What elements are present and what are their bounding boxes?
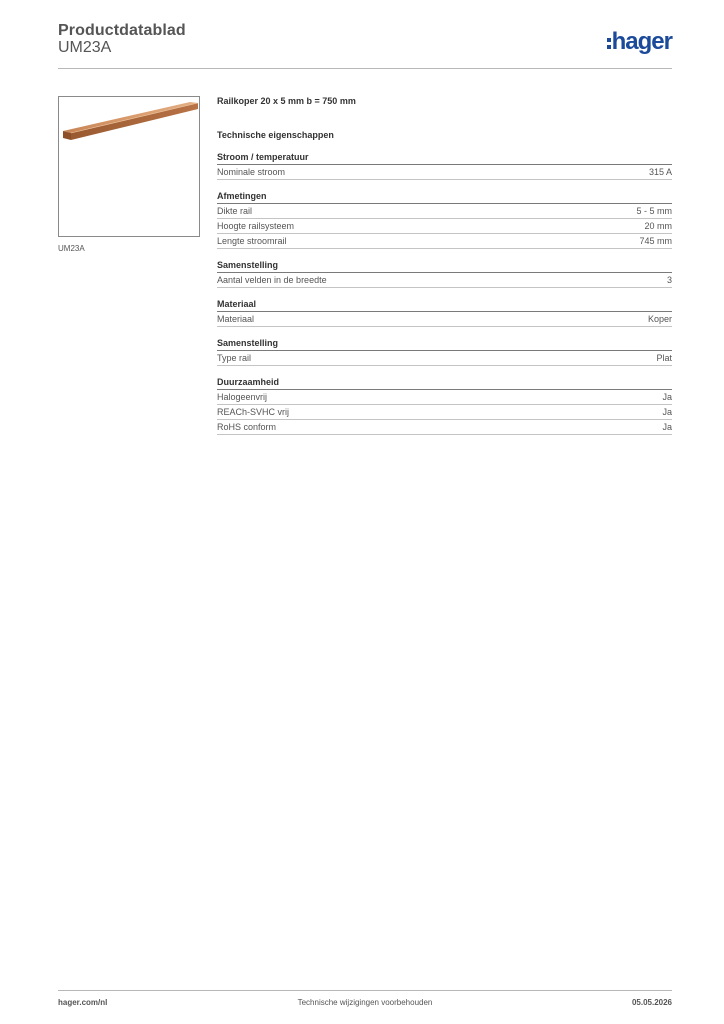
spec-row: [217, 219, 672, 234]
technical-heading: Technische eigenschappen: [217, 130, 334, 140]
spec-value: 745 mm: [639, 236, 672, 246]
section-title: Samenstelling: [217, 337, 672, 351]
spec-label: Nominale stroom: [217, 167, 286, 177]
spec-value: Koper: [647, 314, 672, 324]
spec-value: 5 - 5 mm: [636, 206, 672, 216]
spec-label: REACh-SVHC vrij: [217, 407, 290, 417]
spec-label: RoHS conform: [217, 422, 277, 432]
spec-label: Halogeenvrij: [217, 392, 268, 402]
product-name: Railkoper 20 x 5 mm b = 750 mm: [217, 96, 356, 106]
spec-label: Type rail: [217, 353, 252, 363]
spec-section: [217, 376, 672, 435]
page-header: [58, 20, 672, 68]
section-title: Duurzaamheid: [217, 376, 672, 390]
spec-label: Aantal velden in de breedte: [217, 275, 327, 285]
product-image: [58, 96, 200, 237]
spec-value: Plat: [656, 353, 672, 363]
section-title: Afmetingen: [217, 190, 672, 204]
spec-row: [217, 405, 672, 420]
spec-section: [217, 298, 672, 327]
footer-disclaimer: Technische wijzigingen voorbehouden: [297, 998, 433, 1007]
spec-section: [217, 151, 672, 180]
spec-value: Ja: [662, 407, 672, 417]
spec-row: [217, 420, 672, 435]
footer-divider: [58, 990, 672, 991]
spec-section: [217, 259, 672, 288]
header-divider: [58, 68, 672, 69]
spec-row: [217, 234, 672, 249]
spec-section: [217, 337, 672, 366]
footer-website-link[interactable]: hager.com/nl: [58, 998, 108, 1007]
hager-logo: [607, 28, 672, 56]
spec-row: [217, 204, 672, 219]
image-caption: UM23A: [58, 244, 85, 253]
spec-label: Materiaal: [217, 314, 255, 324]
spec-value: Ja: [662, 392, 672, 402]
spec-row: [217, 351, 672, 366]
footer-date: 05.05.2026: [631, 998, 672, 1007]
logo-text: hager: [611, 28, 672, 55]
spec-row: [217, 165, 672, 180]
document-title: Productdatablad: [58, 22, 186, 39]
spec-content: [217, 95, 672, 445]
spec-label: Hoogte railsysteem: [217, 221, 295, 231]
product-code: UM23A: [58, 39, 112, 56]
spec-label: Dikte rail: [217, 206, 253, 216]
spec-value: Ja: [662, 422, 672, 432]
spec-value: 315 A: [648, 167, 672, 177]
spec-row: [217, 390, 672, 405]
spec-row: [217, 273, 672, 288]
spec-row: [217, 312, 672, 327]
page-footer: [58, 998, 672, 1010]
section-title: Stroom / temperatuur: [217, 151, 672, 165]
spec-section: [217, 190, 672, 249]
section-title: Materiaal: [217, 298, 672, 312]
spec-value: 20 mm: [644, 221, 672, 231]
section-title: Samenstelling: [217, 259, 672, 273]
spec-value: 3: [666, 275, 672, 285]
spec-label: Lengte stroomrail: [217, 236, 287, 246]
logo-colon-icon: [607, 38, 611, 49]
copper-rail-icon: [59, 97, 199, 236]
